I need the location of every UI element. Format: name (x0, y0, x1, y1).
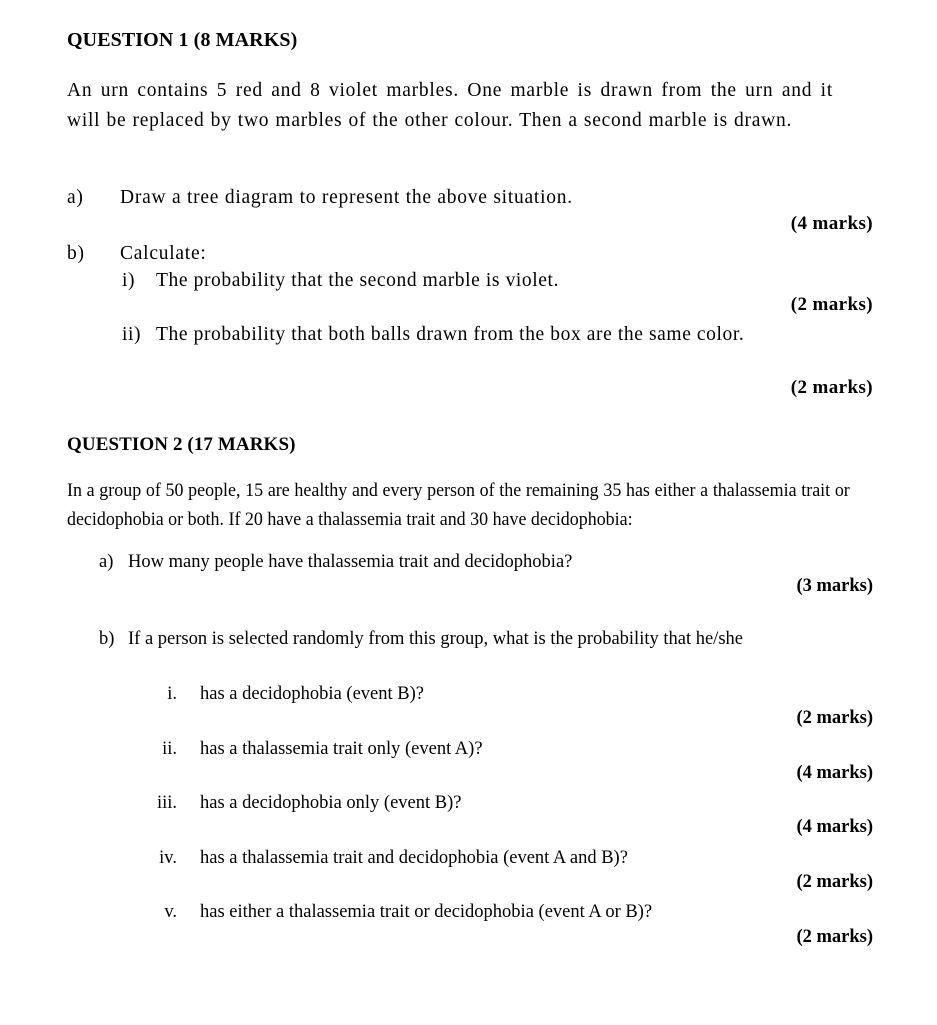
question-1-item-b (67, 241, 207, 267)
question-1-subitem-i-marks: (2 marks) (790, 294, 873, 315)
question-1-subitem-ii-marks: (2 marks) (790, 377, 873, 398)
question-2-subitem-iv (120, 845, 628, 871)
subitem-text: has either a thalassemia trait or decidophobia (event A or B)? (200, 902, 653, 922)
subitem-marker: ii. (162, 739, 177, 759)
question-2-subitem-ii (120, 736, 483, 762)
subitem-text: The probability that the second marble is violet. (156, 270, 560, 291)
item-marker: b) (67, 243, 85, 264)
question-2-subitem-i-marks: (2 marks) (796, 708, 873, 728)
item-text: Draw a tree diagram to represent the above situation. (120, 187, 573, 208)
question-2-subitem-iii-marks: (4 marks) (796, 817, 873, 837)
subitem-text: has a thalassemia trait only (event A)? (200, 739, 483, 759)
subitem-marker: ii) (122, 324, 142, 345)
subitem-marker: i) (122, 270, 136, 291)
subitem-marker: iv. (159, 848, 177, 868)
question-1-subitem-ii (122, 322, 744, 348)
question-1-item-a-marks: (4 marks) (790, 213, 873, 234)
item-text: If a person is selected randomly from this group, what is the probability that he/she (128, 629, 743, 649)
subitem-marker: v. (164, 902, 177, 922)
item-marker: a) (67, 187, 84, 208)
question-1-item-a (67, 185, 573, 211)
question-2-subitem-iv-marks: (2 marks) (796, 872, 873, 892)
item-text: Calculate: (120, 243, 207, 264)
question-2-subitem-v (120, 899, 652, 925)
subitem-text: has a decidophobia only (event B)? (200, 793, 462, 813)
item-marker: a) (99, 552, 114, 572)
question-2-heading: QUESTION 2 (17 MARKS) (67, 434, 296, 455)
question-2-item-b (99, 626, 743, 652)
subitem-text: has a decidophobia (event B)? (200, 684, 424, 704)
question-1-body: An urn contains 5 red and 8 violet marbles. One marble is drawn from the urn and it will be replaced by two marbles of the other colour. Then a second marble is drawn. (67, 80, 833, 131)
item-text: How many people have thalassemia trait and decidophobia? (128, 552, 573, 572)
question-1-subitem-i (122, 268, 559, 294)
subitem-text: has a thalassemia trait and decidophobia (event A and B)? (200, 848, 628, 868)
question-2-subitem-iii (120, 790, 461, 816)
subitem-marker: i. (167, 684, 177, 704)
question-2-subitem-i (120, 681, 424, 707)
question-2-subitem-ii-marks: (4 marks) (796, 763, 873, 783)
subitem-text: The probability that both balls drawn from the box are the same color. (156, 324, 745, 345)
item-marker: b) (99, 629, 115, 649)
subitem-marker: iii. (156, 793, 177, 813)
question-2-body: In a group of 50 people, 15 are healthy and every person of the remaining 35 has either a thalassemia trait or decidophobia or both. If 20 have a thalassemia trait and 30 have decidophobia: (67, 481, 850, 530)
question-1-heading: QUESTION 1 (8 MARKS) (67, 29, 298, 51)
question-2-subitem-v-marks: (2 marks) (796, 927, 873, 947)
question-2-item-a (99, 549, 572, 575)
question-2-item-a-marks: (3 marks) (796, 576, 873, 596)
